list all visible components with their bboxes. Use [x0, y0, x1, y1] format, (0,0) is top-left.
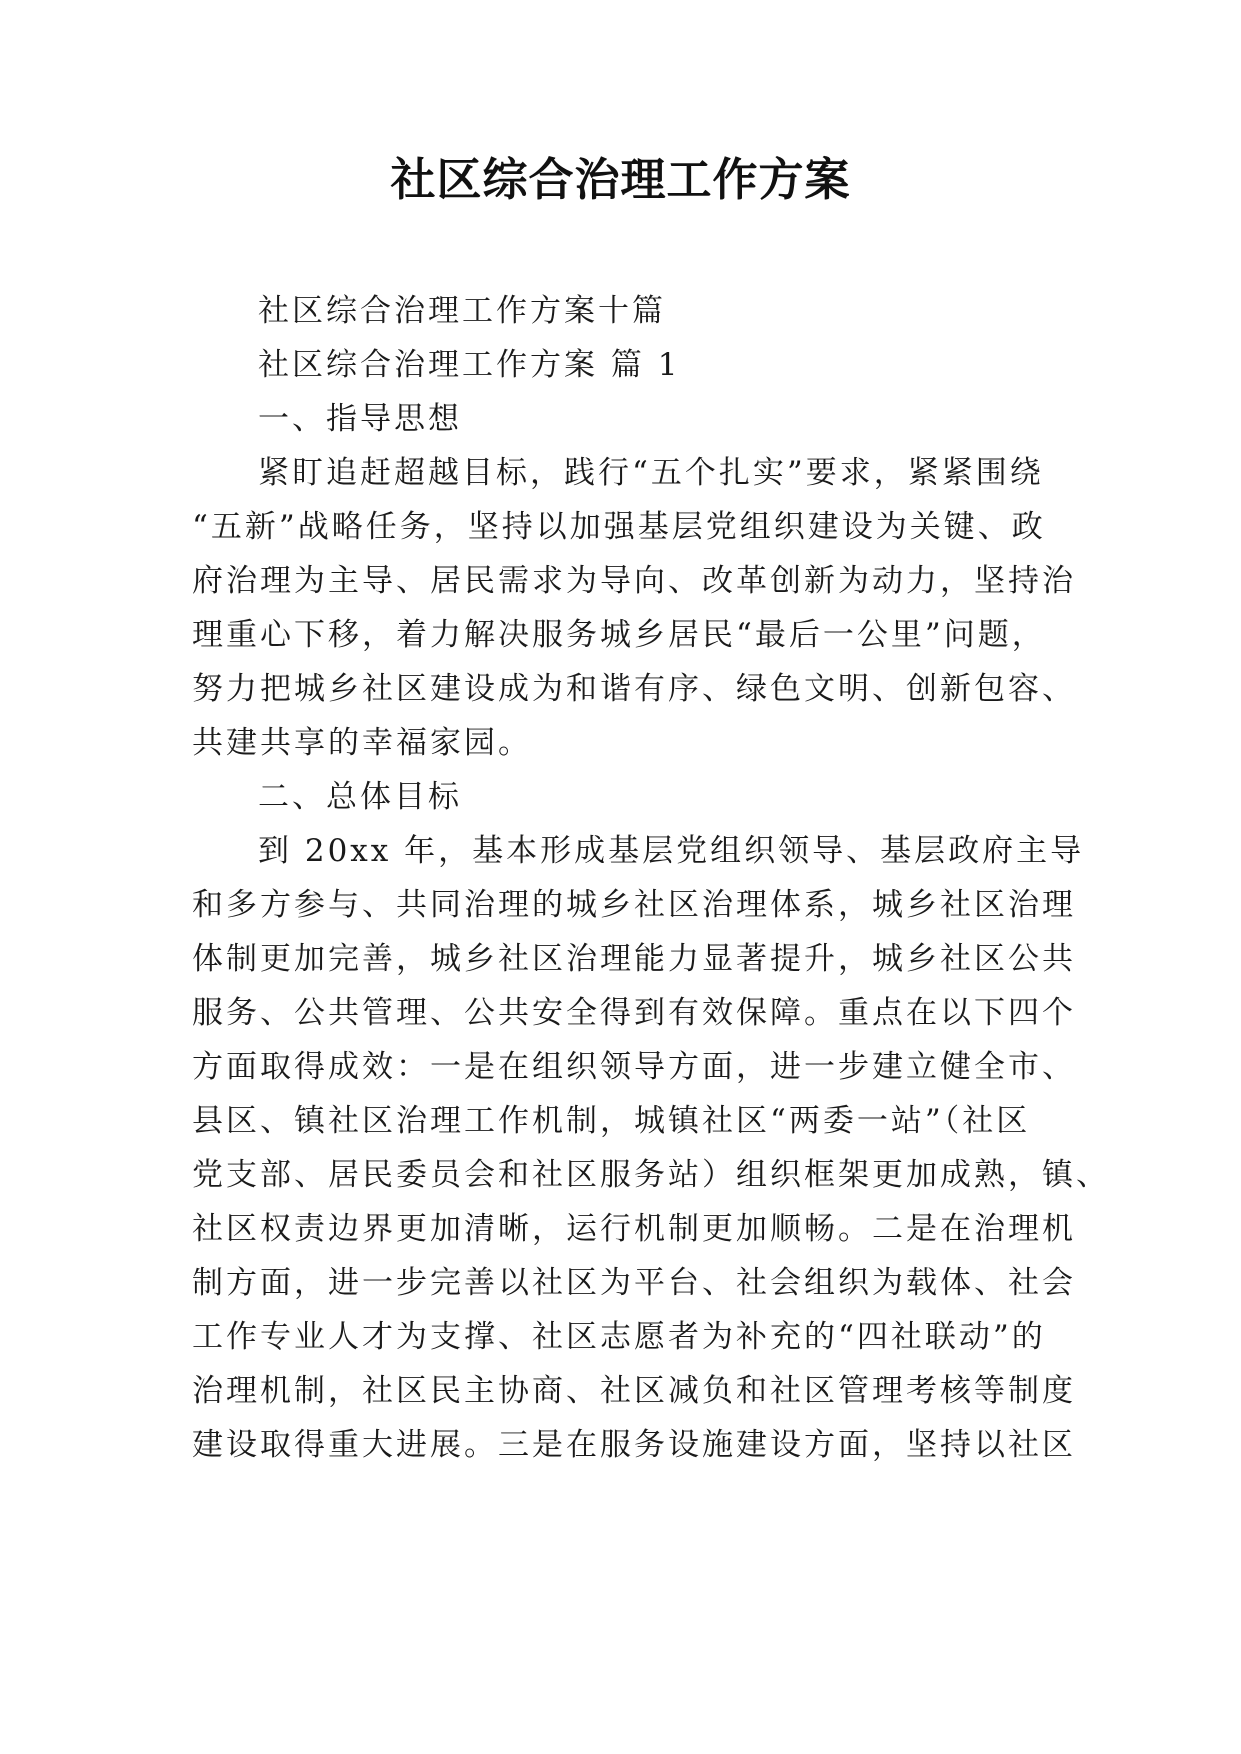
text-line: 共建共享的幸福家园。	[192, 725, 532, 761]
text-line: 一、指导思想	[258, 401, 462, 437]
text-line: 党支部、居民委员会和社区服务站）组织框架更加成熟，镇、	[192, 1157, 1110, 1193]
text-line: 社区综合治理工作方案 篇 1	[258, 347, 681, 383]
text-line: 建设取得重大进展。三是在服务设施建设方面，坚持以社区	[192, 1427, 1076, 1463]
text-line: 制方面，进一步完善以社区为平台、社会组织为载体、社会	[192, 1265, 1076, 1301]
text-line: 治理机制，社区民主协商、社区减负和社区管理考核等制度	[192, 1373, 1076, 1409]
document-body	[192, 284, 1110, 1472]
text-line: 府治理为主导、居民需求为导向、改革创新为动力，坚持治	[192, 563, 1076, 599]
text-line: 二、总体目标	[258, 779, 462, 815]
text-line: 社区综合治理工作方案十篇	[258, 293, 666, 329]
text-line: 理重心下移，着力解决服务城乡居民“最后一公里”问题，	[192, 617, 1046, 653]
text-line: 努力把城乡社区建设成为和谐有序、绿色文明、创新包容、	[192, 671, 1076, 707]
document-title: 社区综合治理工作方案	[390, 153, 851, 206]
text-line: 社区权责边界更加清晰，运行机制更加顺畅。二是在治理机	[192, 1211, 1076, 1247]
text-line: 工作专业人才为支撑、社区志愿者为补充的“四社联动”的	[192, 1319, 1046, 1355]
text-line: “五新”战略任务，坚持以加强基层党组织建设为关键、政	[192, 509, 1046, 545]
text-line: 紧盯追赶超越目标，践行“五个扎实”要求，紧紧围绕	[258, 455, 1044, 491]
text-line: 和多方参与、共同治理的城乡社区治理体系，城乡社区治理	[192, 887, 1076, 923]
text-line: 体制更加完善，城乡社区治理能力显著提升，城乡社区公共	[192, 941, 1076, 977]
text-line: 县区、镇社区治理工作机制，城镇社区“两委一站”（社区	[192, 1103, 1031, 1139]
text-line: 服务、公共管理、公共安全得到有效保障。重点在以下四个	[192, 995, 1076, 1031]
text-line: 方面取得成效：一是在组织领导方面，进一步建立健全市、	[192, 1049, 1076, 1085]
text-line: 到 20xx 年，基本形成基层党组织领导、基层政府主导	[258, 833, 1085, 869]
